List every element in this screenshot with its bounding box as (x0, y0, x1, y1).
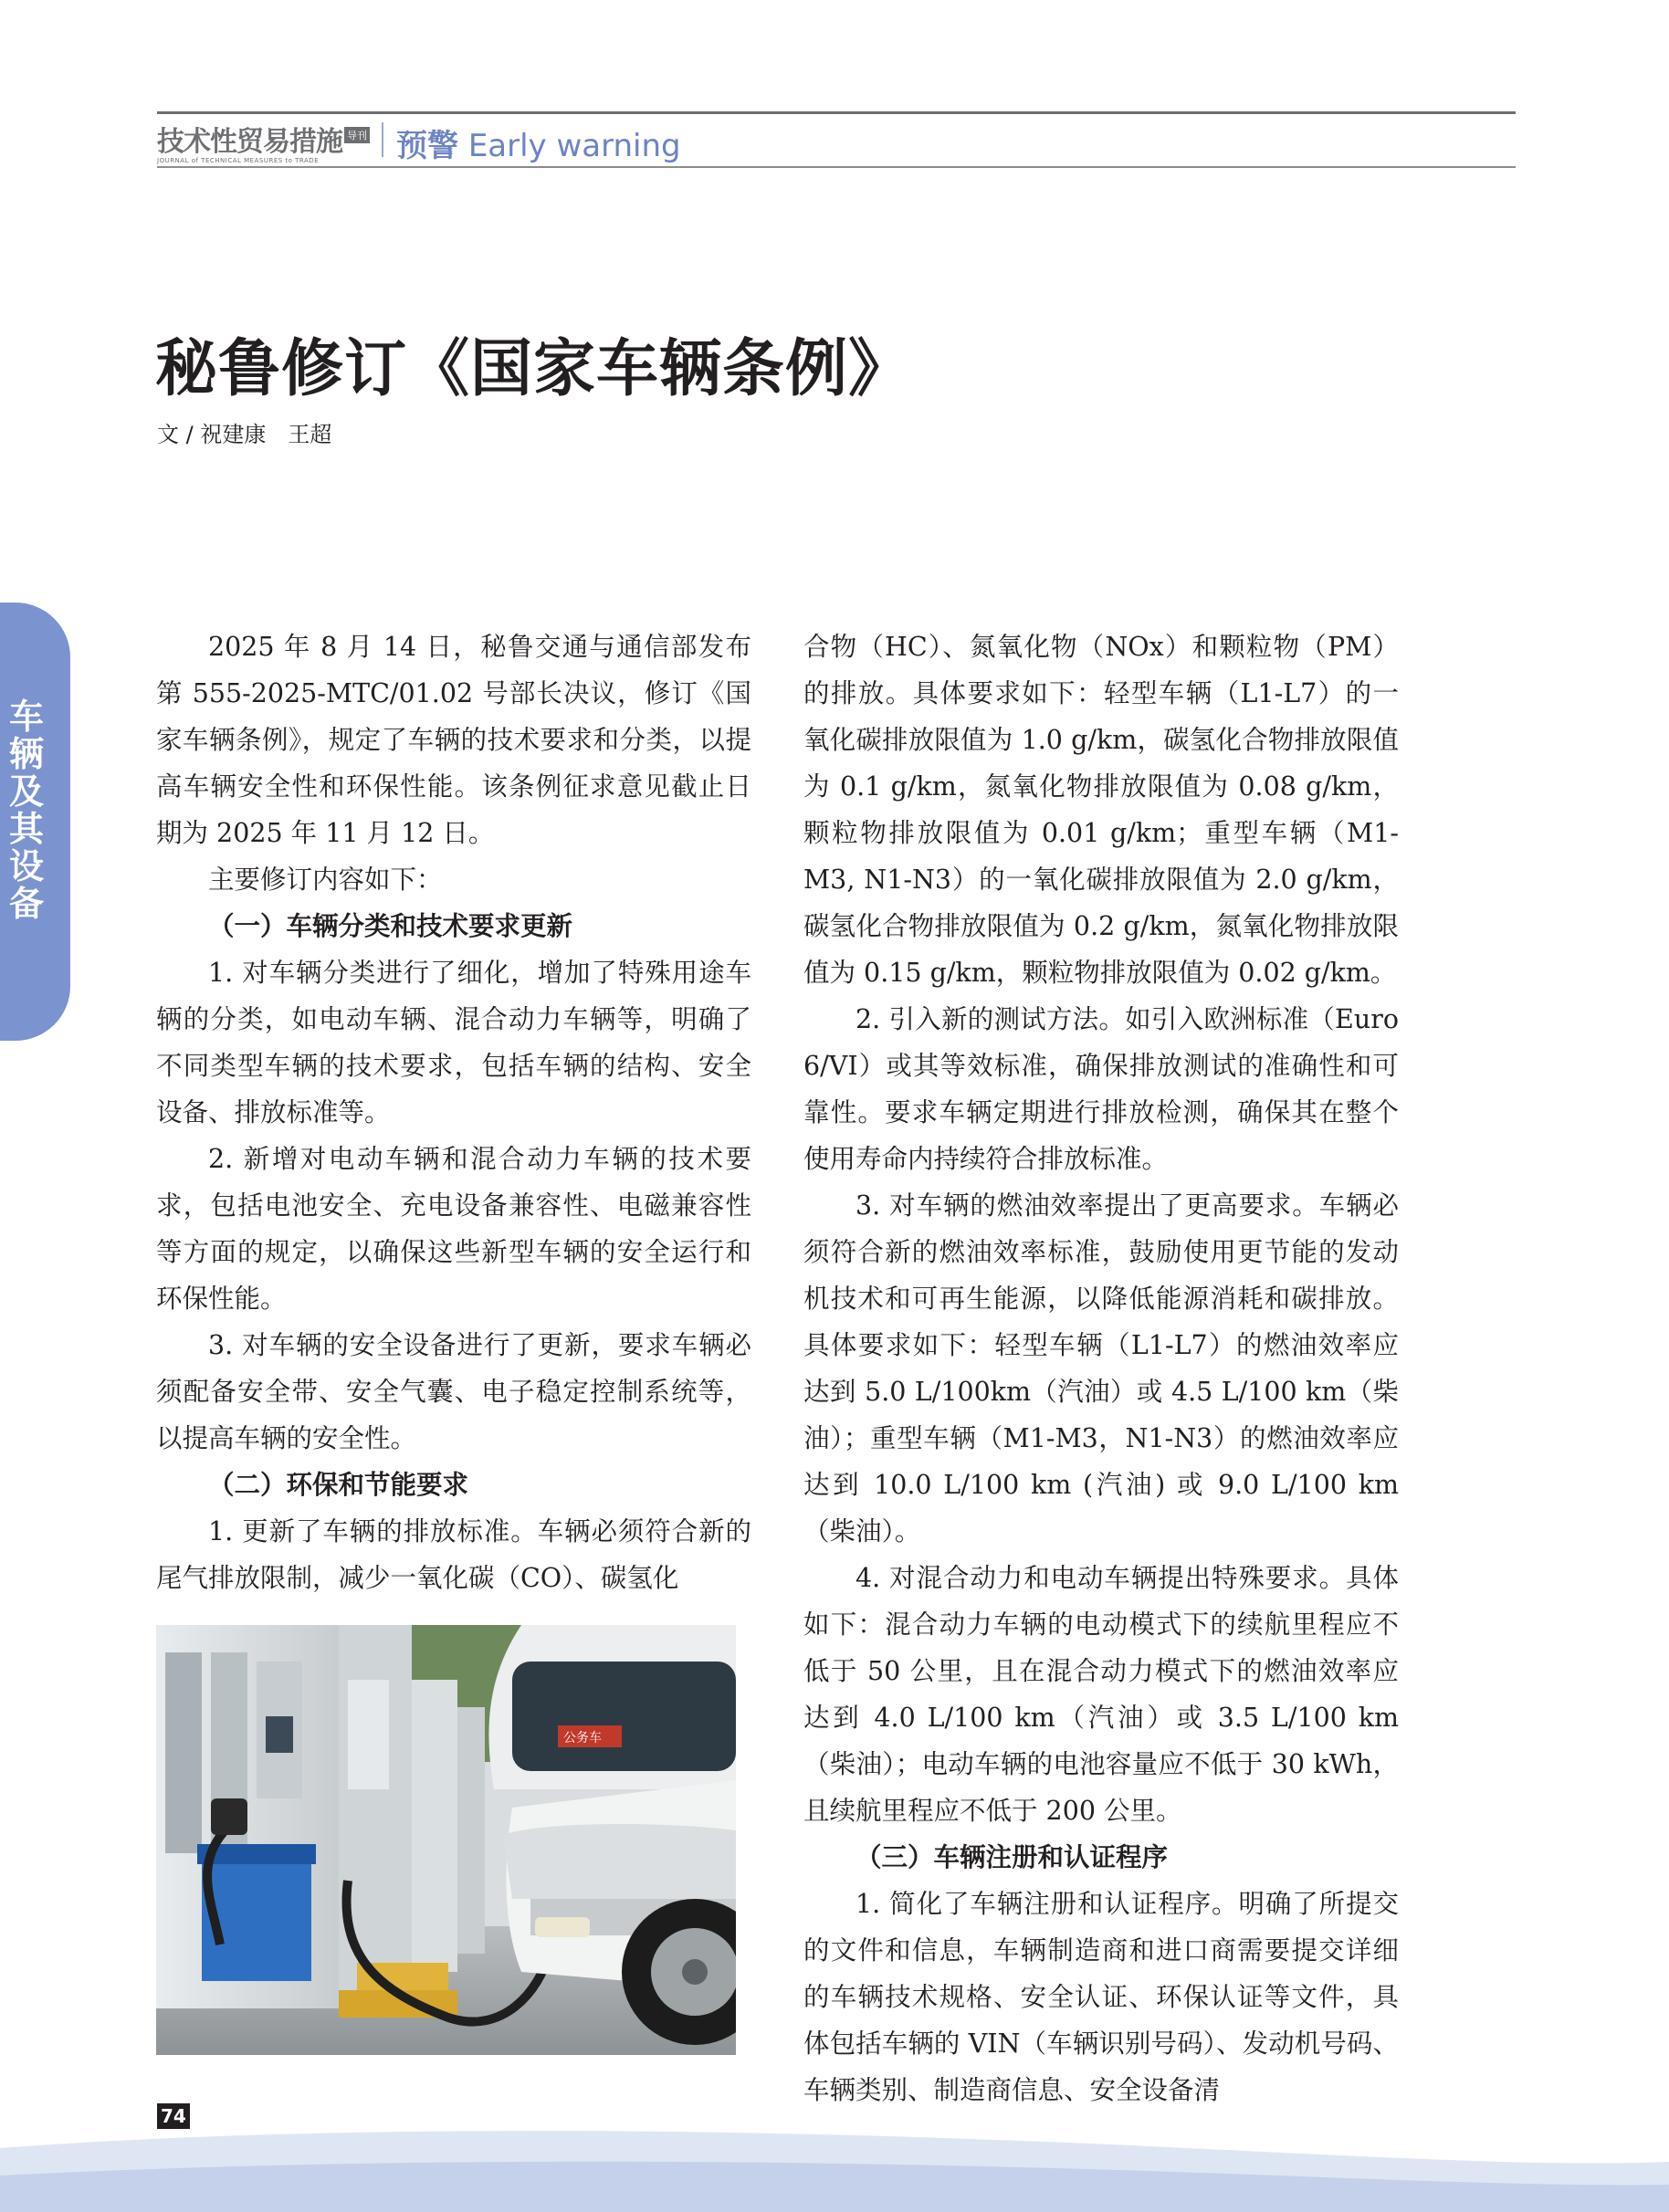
paragraph: 2. 新增对电动车辆和混合动力车辆的技术要求，包括电池安全、充电设备兼容性、电磁兼容性等方面的规定，以确保这些新型车辆的安全运行和环保性能。 (156, 1144, 751, 1314)
header-separator (382, 122, 383, 157)
footer-wave-decoration (0, 2112, 1669, 2212)
header-bottom-rule (157, 166, 1516, 168)
article-title: 秘鲁修订《国家车辆条例》 (155, 333, 912, 405)
side-category-label (0, 698, 53, 923)
paragraph: 1. 简化了车辆注册和认证程序。明确了所提交的文件和信息，车辆制造商和进口商需要提交详细的车辆技术规格、安全认证、环保认证等文件，具体包括车辆的 VIN（车辆识别号码）、发动机号码、车辆类别、制造商信息、安全设备清 (803, 1889, 1399, 2105)
article-body-left-column (156, 624, 751, 1601)
charging-station-illustration (156, 1625, 736, 2055)
bus-sign: 公务车 (563, 1731, 602, 1745)
paragraph: 2025 年 8 月 14 日，秘鲁交通与通信部发布第 555-2025-MTC/01.02 号部长决议，修订《国家车辆条例》，规定了车辆的技术要求和分类，以提高车辆安全性和环保性能。该条例征求意见截止日期为 2025 年 11 月 12 日。 (156, 632, 751, 848)
charging-station-photo (156, 1625, 736, 2055)
section-label (396, 121, 681, 165)
article-body-right-column (803, 624, 1399, 2113)
section-heading: （三）车辆注册和认证程序 (855, 1841, 1169, 1872)
article-byline: 文 / 祝建康 王超 (157, 422, 332, 447)
paragraph: 主要修订内容如下： (208, 865, 443, 895)
paragraph: 3. 对车辆的安全设备进行了更新，要求车辆必须配备安全带、安全气囊、电子稳定控制系统等，以提高车辆的安全性。 (156, 1330, 751, 1453)
section-heading: （二）环保和节能要求 (208, 1469, 469, 1500)
side-char: 及 (8, 771, 44, 812)
journal-english-name: JOURNAL of TECHNICAL MEASURES to TRADE (157, 157, 320, 164)
paragraph: 合物（HC）、氮氧化物（NOx）和颗粒物（PM）的排放。具体要求如下：轻型车辆（L1-L7）的一氧化碳排放限值为 1.0 g/km，碳氢化合物排放限值为 0.1 g/km，氮氧化物排放限值为 0.08 g/km，颗粒物排放限值为 0.01 g/km；重型车辆（M1-M3, N1-N3）的一氧化碳排放限值为 2.0 g/km，碳氢化合物排放限值为 0.2 g/km，氮氧化物排放限值为 0.15 g/km，颗粒物排放限值为 0.02 g/km。 (803, 632, 1399, 988)
page-number: 74 (157, 2103, 190, 2129)
header-top-rule (157, 111, 1516, 114)
paragraph: 3. 对车辆的燃油效率提出了更高要求。车辆必须符合新的燃油效率标准，鼓励使用更节能的发动机技术和可再生能源，以降低能源消耗和碳排放。具体要求如下：轻型车辆（L1-L7）的燃油效率应达到 5.0 L/100km（汽油）或 4.5 L/100 km（柴油）；重型车辆（M1-M3，N1-N3）的燃油效率应达到 10.0 L/100 km (汽油) 或 9.0 L/100 km（柴油）。 (803, 1190, 1399, 1546)
paragraph: 1. 对车辆分类进行了细化，增加了特殊用途车辆的分类，如电动车辆、混合动力车辆等，明确了不同类型车辆的技术要求，包括车辆的结构、安全设备、排放标准等。 (156, 958, 751, 1127)
side-char: 车 (8, 697, 44, 737)
side-char: 辆 (8, 734, 44, 774)
side-char: 设 (8, 846, 44, 886)
journal-badge: 导刊 (344, 127, 370, 143)
paragraph: 2. 引入新的测试方法。如引入欧洲标准（Euro 6/VI）或其等效标准，确保排放测试的准确性和可靠性。要求车辆定期进行排放检测，确保其在整个使用寿命内持续符合排放标准。 (803, 1004, 1399, 1174)
paragraph: 1. 更新了车辆的排放标准。车辆必须符合新的尾气排放限制，减少一氧化碳（CO）、碳氢化 (156, 1516, 751, 1593)
section-label-cn: 预警 (396, 128, 458, 164)
paragraph: 4. 对混合动力和电动车辆提出特殊要求。具体如下：混合动力车辆的电动模式下的续航里程应不低于 50 公里，且在混合动力模式下的燃油效率应达到 4.0 L/100 km（汽油）或 3.5 L/100 km（柴油）；电动车辆的电池容量应不低于 30 kWh，且续航里程应不低于 200 公里。 (803, 1563, 1399, 1826)
section-heading: （一）车辆分类和技术要求更新 (208, 910, 573, 941)
side-char: 其 (8, 809, 44, 849)
section-label-en: Early warning (467, 128, 681, 164)
side-char: 备 (8, 884, 44, 924)
journal-logo (157, 119, 376, 164)
journal-name: 技术性贸易措施 (157, 126, 342, 158)
page-header (157, 111, 1516, 168)
